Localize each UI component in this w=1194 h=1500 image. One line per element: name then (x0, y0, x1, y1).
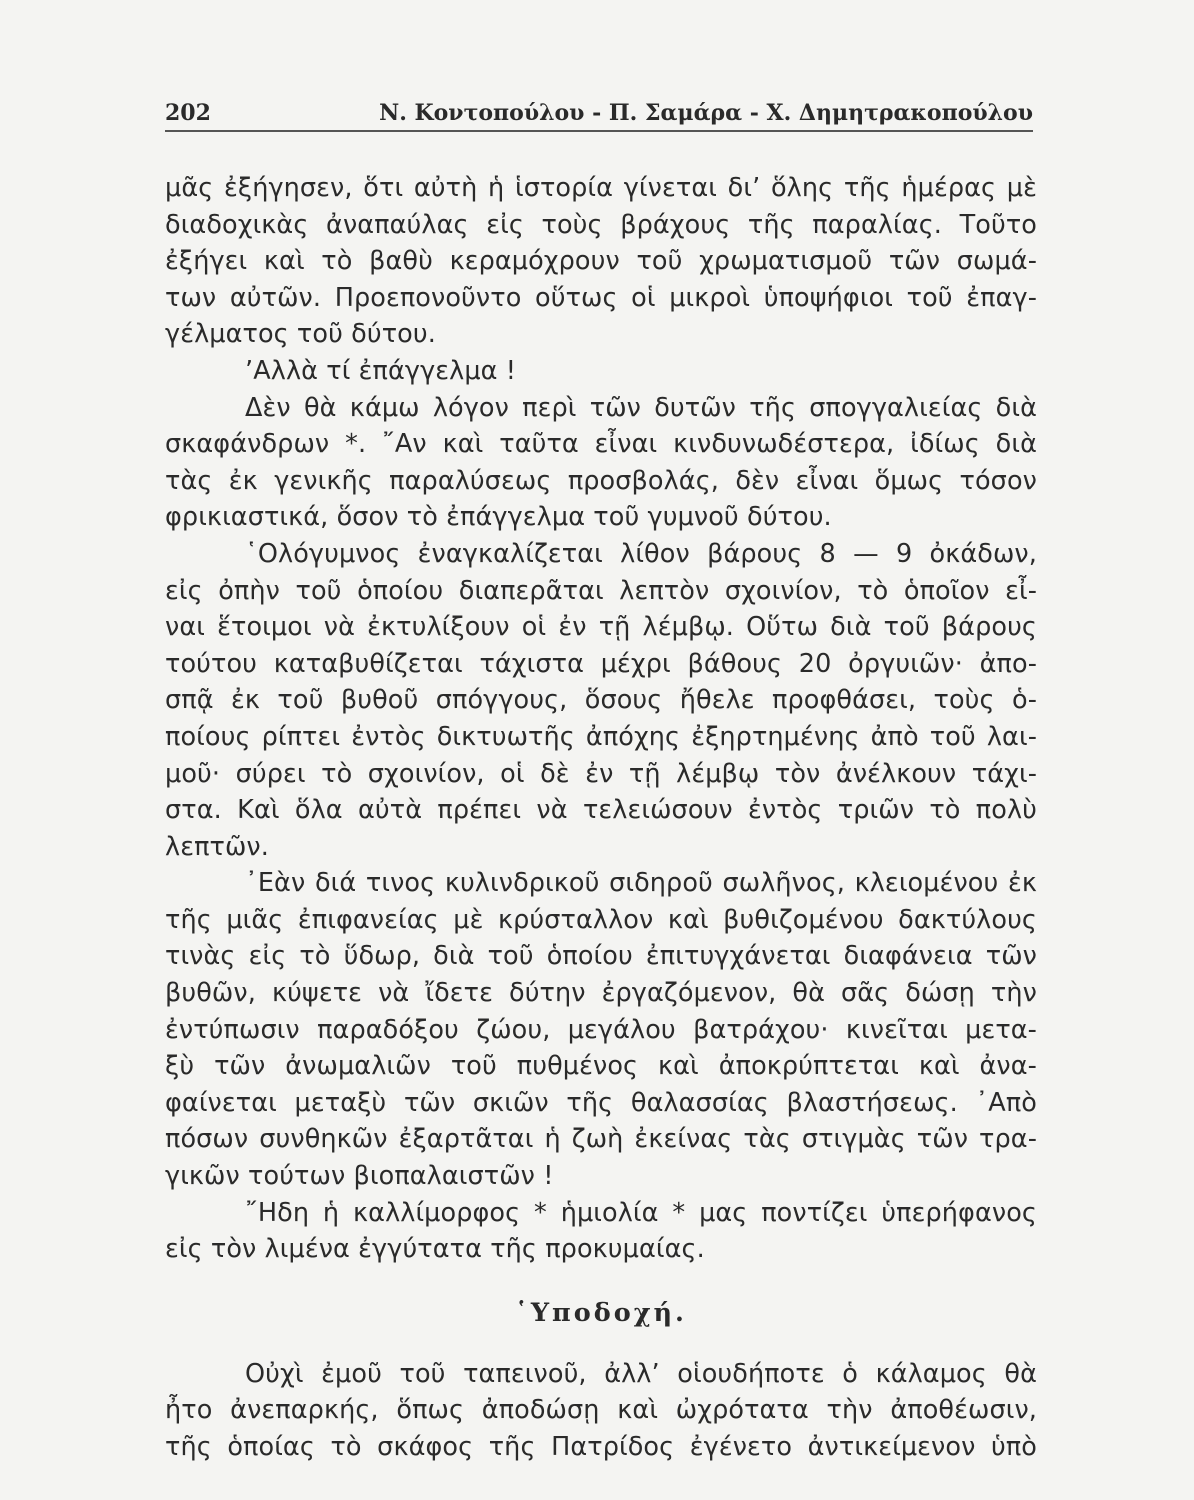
text-line: φαίνεται μεταξὺ τῶν σκιῶν τῆς θαλασσίας βλαστήσεως. ᾿Απὸ (165, 1087, 1037, 1118)
text-line: στα. Καὶ ὅλα αὐτὰ πρέπει νὰ τελειώσουν ἐντὸς τριῶν τὸ πολὺ (165, 795, 1037, 826)
text-line: μᾶς ἐξήγησεν, ὅτι αὐτὴ ἡ ἱστορία γίνεται δι’ ὅλης τῆς ἡμέρας μὲ (165, 173, 1037, 203)
text-line: ἦτο ἀνεπαρκής, ὅπως ἀποδώσῃ καὶ ὠχρότατα τὴν ἀποθέωσιν, (165, 1395, 1037, 1426)
text-line: ναι ἕτοιμοι νὰ ἐκτυλίξουν οἱ ἐν τῇ λέμβῳ. Οὕτω διὰ τοῦ βάρους (165, 612, 1037, 643)
text-line: πόσων συνθηκῶν ἐξαρτᾶται ἡ ζωὴ ἐκείνας τὰς στιγμὰς τῶν τρα- (165, 1124, 1037, 1155)
text-line: τῆς ὁποίας τὸ σκάφος τῆς Πατρίδος ἐγένετο ἀντικείμενον ὑπὸ (165, 1432, 1037, 1462)
text-line: φρικιαστικά, ὅσον τὸ ἐπάγγελμα τοῦ γυμνοῦ δύτου. (165, 502, 832, 533)
text-line: εἰς τὸν λιμένα ἐγγύτατα τῆς προκυμαίας. (165, 1234, 705, 1265)
text-line: τινὰς εἰς τὸ ὕδωρ, διὰ τοῦ ὁποίου ἐπιτυγχάνεται διαφάνεια τῶν (165, 941, 1037, 972)
text-line: ἐξήγει καὶ τὸ βαθὺ κεραμόχρουν τοῦ χρωματισμοῦ τῶν σωμά- (165, 246, 1037, 277)
text-line: γικῶν τούτων βιοπαλαιστῶν ! (165, 1161, 554, 1192)
page-body (165, 170, 1037, 1466)
text-line: βυθῶν, κύψετε νὰ ἴδετε δύτην ἐργαζόμενον, θὰ σᾶς δώσῃ τὴν (165, 978, 1037, 1009)
text-block-main (165, 170, 1037, 1268)
text-line: ῎Ηδη ἡ καλλίμορφος * ἡμιολία * μας ποντίζει ὑπερήφανος (245, 1197, 1037, 1228)
text-line: λεπτῶν. (165, 831, 269, 862)
section-heading: ῾Υποδοχή. (515, 1297, 687, 1328)
page-number: 202 (165, 100, 211, 126)
text-line: γέλματος τοῦ δύτου. (165, 319, 436, 350)
text-line: τὰς ἐκ γενικῆς παραλύσεως προσβολάς, δὲν εἶναι ὅμως τόσον (165, 465, 1037, 496)
text-line: εἰς ὀπὴν τοῦ ὁποίου διαπερᾶται λεπτὸν σχοινίον, τὸ ὁποῖον εἶ- (165, 575, 1037, 606)
header-authors: Ν. Κοντοπούλου - Π. Σαμάρα - Χ. Δημητρακοπούλου (379, 100, 1033, 126)
text-line: ποίους ρίπτει ἐντὸς δικτυωτῆς ἀπόχης ἐξηρτημένης ἀπὸ τοῦ λαι- (165, 721, 1037, 752)
text-line: τῆς μιᾶς ἐπιφανείας μὲ κρύσταλλον καὶ βυθιζομένου δακτύλους (165, 904, 1037, 935)
text-line: σκαφάνδρων *. ῎Αν καὶ ταῦτα εἶναι κινδυνωδέστερα, ἰδίως διὰ (165, 429, 1037, 460)
text-line: μοῦ· σύρει τὸ σχοινίον, οἱ δὲ ἐν τῇ λέμβῳ τὸν ἀνέλκουν τάχι- (165, 758, 1037, 789)
text-line: ’Αλλὰ τί ἐπάγγελμα ! (245, 355, 517, 386)
text-line: των αὐτῶν. Προεπονοῦντο οὕτως οἱ μικροὶ ὑποψήφιοι τοῦ ἐπαγ- (165, 282, 1037, 313)
text-line: ᾿Εὰν διά τινος κυλινδρικοῦ σιδηροῦ σωλῆνος, κλειομένου ἐκ (245, 868, 1037, 899)
text-block-after-heading (165, 1356, 1037, 1466)
text-line: διαδοχικὰς ἀναπαύλας εἰς τοὺς βράχους τῆς παραλίας. Τοῦτο (165, 209, 1037, 240)
running-header (165, 100, 1033, 132)
text-line: Οὐχὶ ἐμοῦ τοῦ ταπεινοῦ, ἀλλ’ οἱουδήποτε ὁ κάλαμος θὰ (245, 1358, 1037, 1389)
text-line: ἐντύπωσιν παραδόξου ζώου, μεγάλου βατράχου· κινεῖται μετα- (165, 1014, 1037, 1045)
text-line: ξὺ τῶν ἀνωμαλιῶν τοῦ πυθμένος καὶ ἀποκρύπτεται καὶ ἀνα- (165, 1051, 1037, 1082)
text-line: ῾Ολόγυμνος ἐναγκαλίζεται λίθον βάρους 8 — 9 ὀκάδων, (245, 538, 1037, 569)
text-line: τούτου καταβυθίζεται τάχιστα μέχρι βάθους 20 ὀργυιῶν· ἀπο- (165, 648, 1037, 679)
text-line: σπᾷ ἐκ τοῦ βυθοῦ σπόγγους, ὅσους ἤθελε προφθάσει, τοὺς ὁ- (165, 685, 1037, 716)
text-line: Δὲν θὰ κάμω λόγον περὶ τῶν δυτῶν τῆς σπογγαλιείας διὰ (245, 392, 1037, 423)
